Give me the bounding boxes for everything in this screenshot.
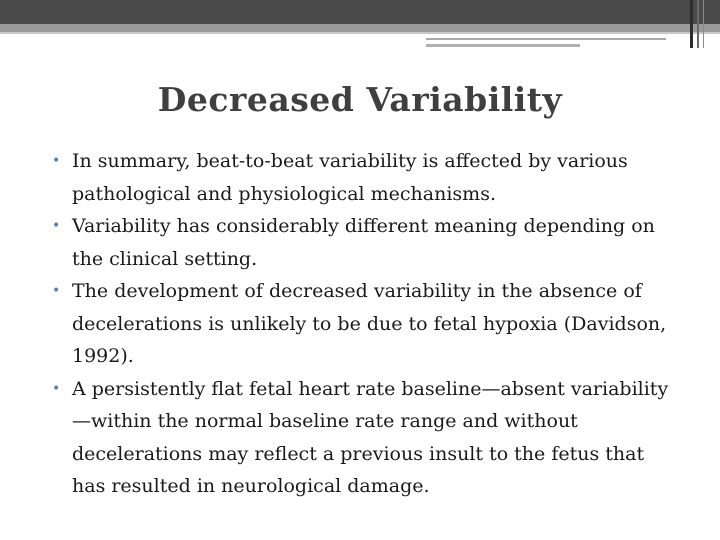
bullet-text: In summary, beat-to-beat variability is affected by various pathological and physiological mechanisms. xyxy=(72,150,628,205)
header-accent-line-short xyxy=(426,44,580,47)
bullet-item xyxy=(52,145,672,210)
header-vertical-stripe xyxy=(703,0,704,48)
header-vertical-stripe xyxy=(697,0,699,48)
bullet-text: The development of decreased variability in the absence of decelerations is unlikely to be due to fetal hypoxia (Davidson, 1992). xyxy=(72,280,667,367)
header-rule xyxy=(0,32,720,34)
bullet-icon: • xyxy=(52,283,61,299)
header-bar-inner xyxy=(0,24,720,32)
bullet-icon: • xyxy=(52,153,61,169)
bullet-item xyxy=(52,210,672,275)
bullet-text: Variability has considerably different meaning depending on the clinical setting. xyxy=(72,215,655,270)
bullet-icon: • xyxy=(52,380,61,397)
bullet-item xyxy=(52,373,672,503)
bullet-icon: • xyxy=(52,218,61,234)
header-bar xyxy=(0,0,720,24)
header-accent-line xyxy=(426,38,666,40)
bullet-text: A persistently flat fetal heart rate baseline—absent variability—within the normal baseline rate range and without decelerations may reflect a previous insult to the fetus that has resulted in neurological damage. xyxy=(72,377,669,497)
slide-title: Decreased Variability xyxy=(157,80,563,119)
bullet-list xyxy=(52,145,672,503)
bullet-item xyxy=(52,275,672,373)
header-vertical-stripe xyxy=(690,0,693,48)
